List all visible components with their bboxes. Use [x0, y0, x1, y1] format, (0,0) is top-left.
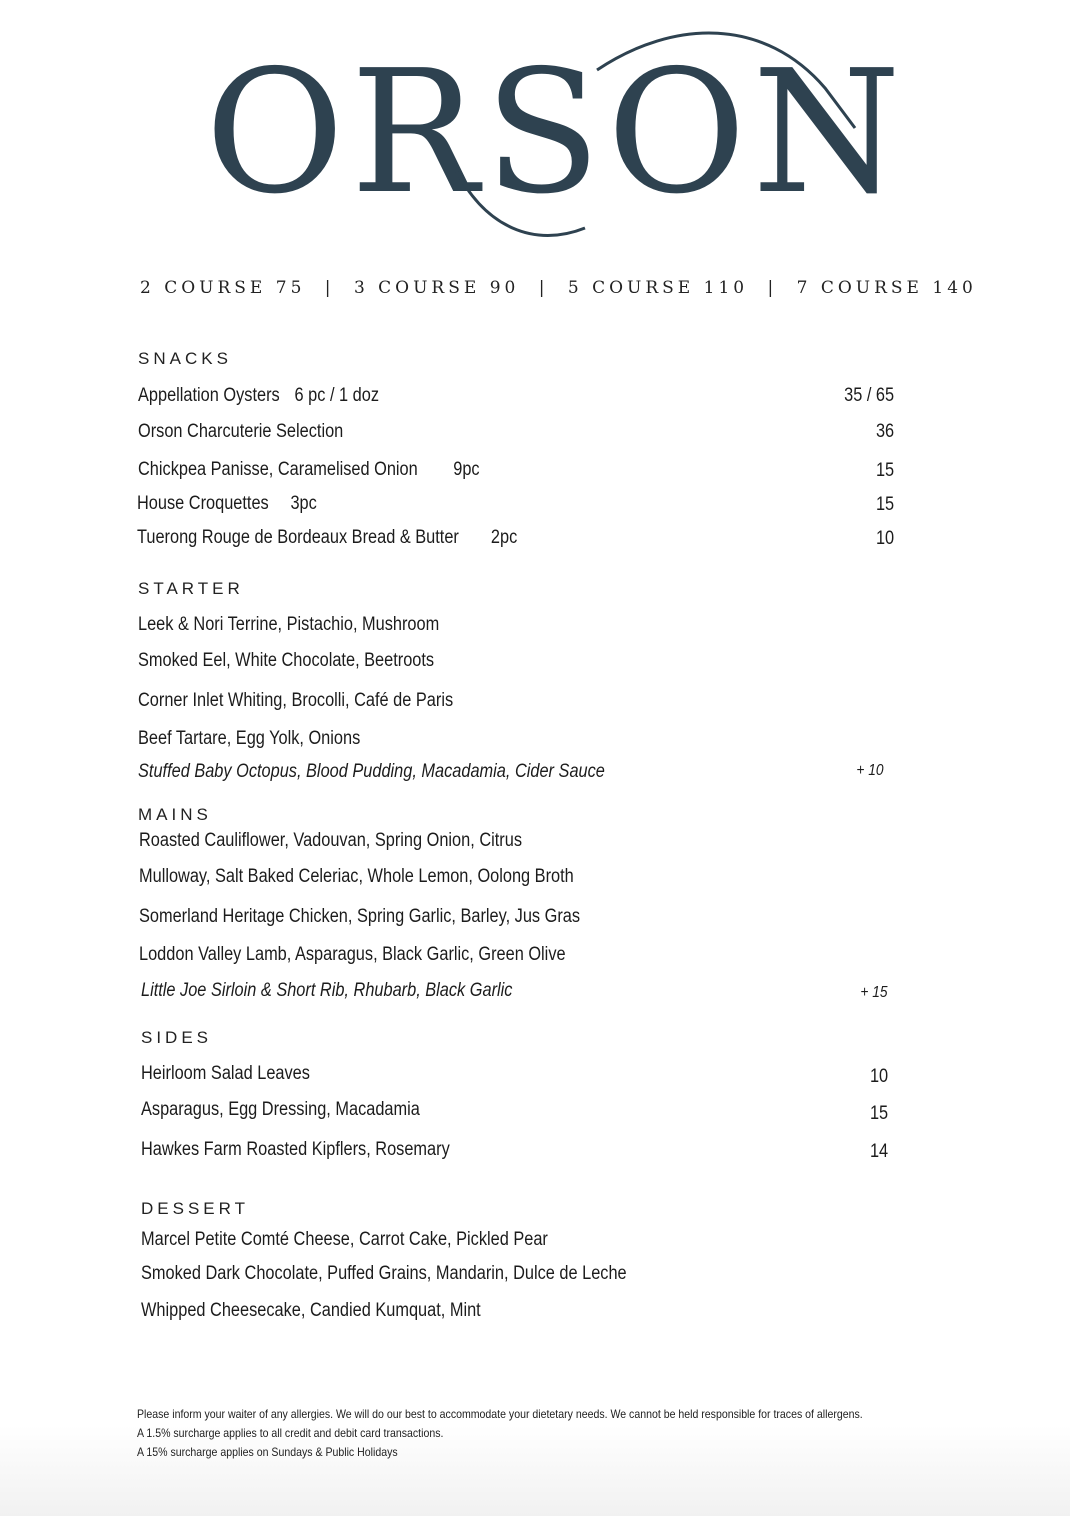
- item-price: 15: [869, 1103, 888, 1124]
- item-price: 15: [875, 460, 894, 481]
- item-price: 10: [875, 528, 894, 549]
- menu-item: Somerland Heritage Chicken, Spring Garlic, Barley, Jus Gras: [139, 906, 581, 927]
- menu-item: Smoked Eel, White Chocolate, Beetroots: [138, 650, 435, 671]
- holiday-surcharge-note: A 15% surcharge applies on Sundays & Public Holidays: [137, 1445, 398, 1459]
- course-7: 7 COURSE 140: [796, 278, 977, 298]
- item-price: 35 / 65: [844, 385, 894, 406]
- card-surcharge-note: A 1.5% surcharge applies to all credit and debit card transactions.: [137, 1426, 444, 1440]
- menu-item: [137, 527, 517, 549]
- menu-item: Roasted Cauliflower, Vadouvan, Spring Onion, Citrus: [139, 830, 522, 851]
- item-qty: 3pc: [290, 493, 317, 514]
- menu-item: Little Joe Sirloin & Short Rib, Rhubarb, Black Garlic: [141, 980, 513, 1001]
- item-name: Tuerong Rouge de Bordeaux Bread & Butter: [137, 527, 459, 548]
- item-surcharge: + 15: [860, 984, 888, 1001]
- menu-item: Whipped Cheesecake, Candied Kumquat, Mint: [141, 1300, 481, 1321]
- footer-notes: [137, 1405, 863, 1462]
- sides-heading: SIDES: [141, 1028, 213, 1047]
- allergy-note: Please inform your waiter of any allergies. We will do our best to accommodate your dietetary needs. We cannot be held responsible for traces of allergens.: [137, 1407, 863, 1421]
- item-qty: 6 pc / 1 doz: [294, 385, 380, 406]
- menu-item: [137, 493, 317, 515]
- course-pricing: [140, 278, 977, 298]
- item-price: 15: [875, 494, 894, 515]
- menu-item: Asparagus, Egg Dressing, Macadamia: [141, 1099, 420, 1120]
- divider: |: [767, 278, 778, 298]
- menu-item: Stuffed Baby Octopus, Blood Pudding, Macadamia, Cider Sauce: [138, 761, 605, 782]
- menu-item: Hawkes Farm Roasted Kipflers, Rosemary: [141, 1139, 450, 1160]
- menu-item: Marcel Petite Comté Cheese, Carrot Cake, Pickled Pear: [141, 1229, 548, 1250]
- menu-item: Loddon Valley Lamb, Asparagus, Black Garlic, Green Olive: [139, 944, 566, 965]
- item-name: Appellation Oysters: [138, 385, 280, 406]
- divider: |: [324, 278, 335, 298]
- menu-item: Corner Inlet Whiting, Brocolli, Café de Paris: [138, 690, 454, 711]
- menu-item: Smoked Dark Chocolate, Puffed Grains, Mandarin, Dulce de Leche: [141, 1263, 627, 1284]
- item-qty: 2pc: [490, 527, 518, 548]
- menu-item: Leek & Nori Terrine, Pistachio, Mushroom: [138, 614, 440, 635]
- item-name: Orson Charcuterie Selection: [138, 421, 344, 442]
- menu-item: Mulloway, Salt Baked Celeriac, Whole Lemon, Oolong Broth: [139, 866, 574, 887]
- orson-logo: [205, 28, 907, 248]
- menu-item: [138, 385, 379, 407]
- course-2: 2 COURSE 75: [140, 278, 306, 298]
- course-3: 3 COURSE 90: [353, 278, 520, 298]
- logo-wordmark: ORSON: [205, 34, 907, 232]
- divider: |: [538, 278, 549, 298]
- mains-heading: MAINS: [138, 805, 212, 824]
- item-price: 36: [875, 421, 894, 442]
- menu-item: [138, 459, 480, 481]
- menu-item: Heirloom Salad Leaves: [141, 1063, 310, 1084]
- item-price: 14: [869, 1141, 888, 1162]
- dessert-heading: DESSERT: [141, 1199, 249, 1218]
- item-qty: 9pc: [453, 459, 480, 480]
- item-name: House Croquettes: [137, 493, 269, 514]
- course-5: 5 COURSE 110: [567, 278, 749, 298]
- menu-item: Beef Tartare, Egg Yolk, Onions: [138, 728, 361, 749]
- logo-swash-icon: [205, 28, 907, 248]
- menu-item: [138, 421, 343, 443]
- starter-heading: STARTER: [138, 579, 244, 598]
- item-surcharge: + 10: [856, 762, 884, 779]
- snacks-heading: SNACKS: [138, 349, 232, 368]
- item-name: Chickpea Panisse, Caramelised Onion: [138, 459, 418, 480]
- item-price: 10: [869, 1066, 888, 1087]
